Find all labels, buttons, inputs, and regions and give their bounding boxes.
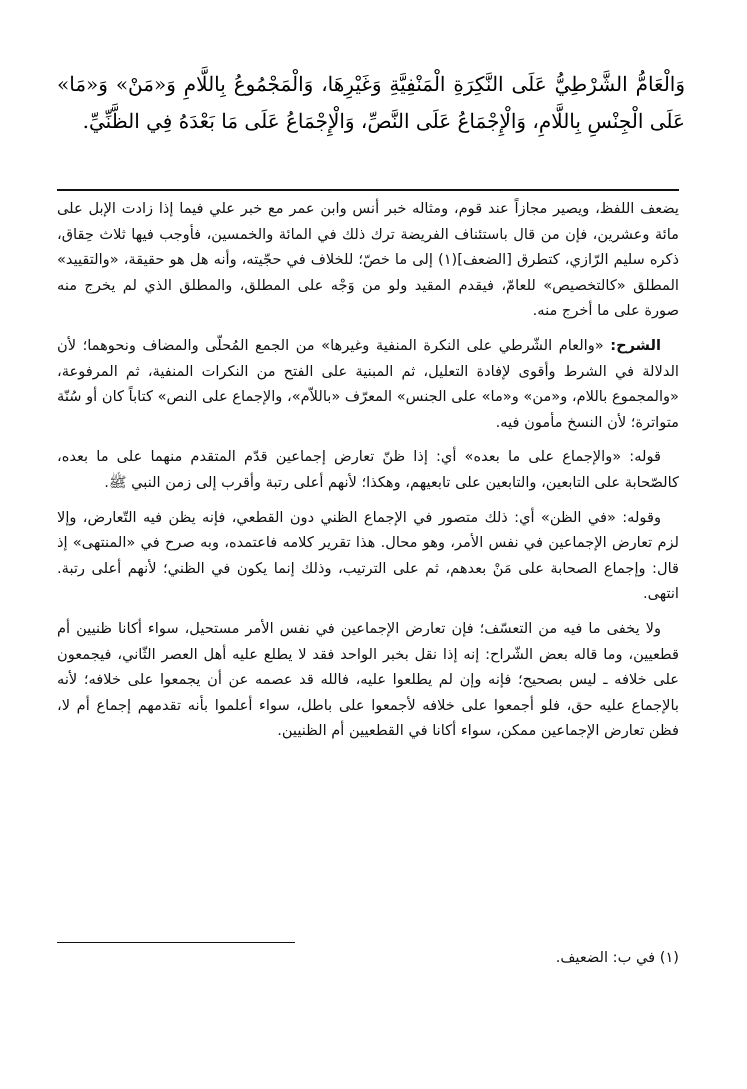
footnote: (١) في ب: الضعيف.: [555, 949, 679, 966]
matn-text: وَالْعَامُّ الشَّرْطِيُّ عَلَى النَّكِرَةِ الْمَنْفِيَّةِ وَغَيْرِهَا، وَالْمَجْمُوعُ بِاللَّامِ وَ«مَنْ» وَ«مَا» عَلَى الْجِنْسِ بِاللَّامِ، وَالْإِجْمَاعُ عَلَى النَّصِّ، وَالْإِجْمَاعُ عَلَى مَا بَعْدَهُ فِي الظَّنِّيِّ.: [57, 72, 685, 133]
commentary-paragraph-3: قوله: «والإجماع على ما بعده» أي: إذا ظنّ تعارض إجماعين قدّم المتقدم منهما على ما بعده، كالصّحابة على التابعين، والتابعين على تابعيهم، وهكذا؛ لأنهم أعلى رتبة وأقرب إلى زمن النبي ﷺ.: [57, 448, 679, 491]
commentary-paragraph-4: وقوله: «في الظن» أي: ذلك متصور في الإجماع الظني دون القطعي، فإنه يظن فيه التّعارض، وإلا لزم تعارض الإجماعين في نفس الأمر، وهو محال. هذا تقرير كلامه فاعتمده، وبه صرح في «المنتهى» إذ قال: وإجماع الصحابة على مَنْ بعدهم، ثم على الترتيب، وذلك إنما يكون في الظني؛ لأنهم أعلى رتبة. انتهى.: [57, 508, 679, 603]
sharh-label: الشرح:: [610, 336, 661, 354]
commentary: [57, 196, 679, 753]
commentary-paragraph-5: ولا يخفى ما فيه من التعسّف؛ فإن تعارض الإجماعين في نفس الأمر مستحيل، سواء أكانا ظنيين أم قطعيين، وما قاله بعض الشّراح: إنه إذا نقل بخبر الواحد فقد لا يطلع عليه أهل العصر الثّاني، فيجمعون على خلافه ـ ليس بصحيح؛ فإنه وإن لم يطلعوا عليه، فالله قد عصمه عن أن يجمعوا على خلافه؛ لأنه بالإجماع عليه حق، فلو أجمعوا على خلافه لأجمعوا على باطل، سواء أعلموا بأنه تقدمهم إجماع أم لا، فظن تعارض الإجماعين ممكن، سواء أكانا في القطعيين أم الظنيين.: [57, 619, 679, 740]
section-divider: [57, 189, 679, 191]
commentary-paragraph-1: يضعف اللفظ، ويصير مجازاً عند قوم، ومثاله خبر أنس وابن عمر مع خبر علي فيما إذا زادت الإبل على مائة وعشرين، فإن من قال باستئناف الفريضة ترك ذلك في المائة والخمسين، فأوجب فيها ثلاث حِقاق، ذكره سليم الرّازي، كتطرق [الضعف](١) إلى ما خصّ؛ للخلاف في حجّيته، وأنه هل هو حقيقة، «والتقييد» المطلق «كالتخصيص» للعامّ، فيقدم المقيد ولو من وَجْه على المطلق، والمطلق الذي لم يخرج منه صورة على ما أخرج منه.: [57, 200, 679, 320]
footnote-divider: [57, 942, 295, 943]
commentary-paragraph-2: [57, 333, 679, 435]
commentary-paragraph-2-text: «والعام الشّرطي على النكرة المنفية وغيرها» من الجمع المُحلّى والمضاف ونحوهما؛ لأن الدلالة في الشرط وأقوى لإفادة التعليل، ثم المبنية على الفتح من النكرات المنفية، ثم المرفوعة، «والمجموع باللام، و«من» و«ما» على الجنس» المعرّف «باللاّم»، والإجماع على النص» كتاباً كان أو سُنّة متواترة؛ لأن النسخ مأمون فيه.: [57, 336, 679, 431]
